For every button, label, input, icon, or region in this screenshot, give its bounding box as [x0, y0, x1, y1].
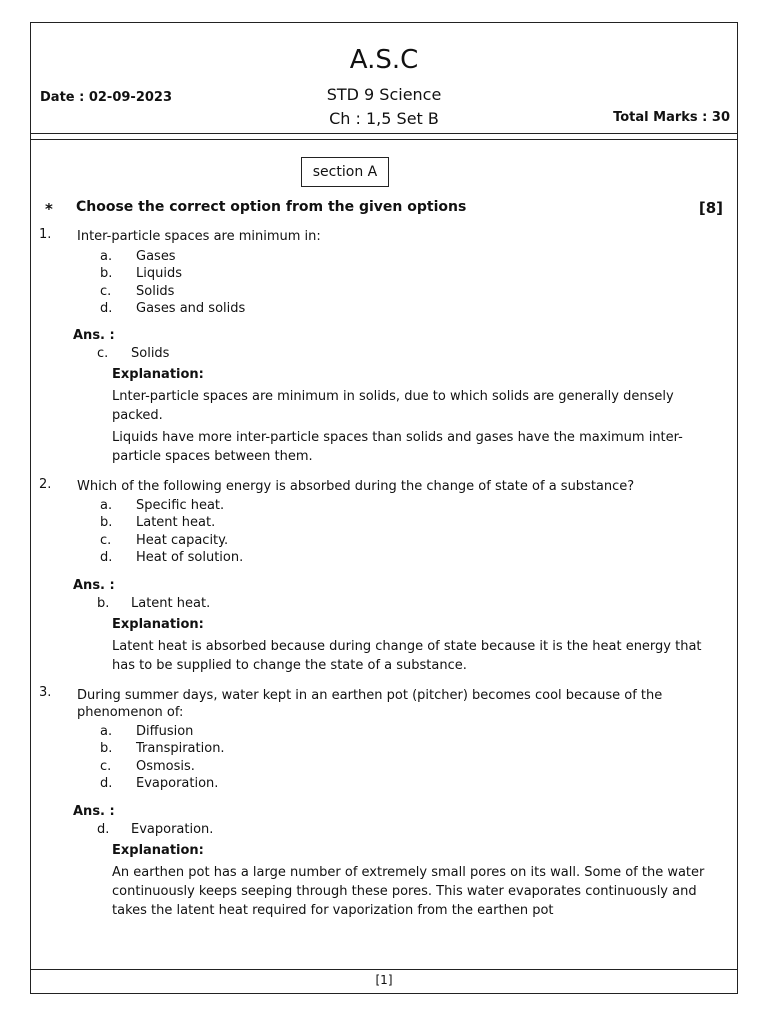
option-item [100, 497, 243, 514]
option-text: Transpiration. [136, 741, 225, 757]
options-list [100, 497, 243, 566]
option-item [100, 775, 225, 792]
option-letter: d. [100, 300, 113, 316]
option-item [100, 248, 245, 265]
header-divider [31, 133, 737, 134]
footer-divider [31, 969, 737, 970]
option-item [100, 283, 245, 300]
options-list [100, 248, 245, 317]
explanation-paragraph: Liquids have more inter-particle spaces than solids and gases have the maximum inter-particle spaces between them. [112, 430, 683, 464]
option-letter: c. [100, 532, 112, 548]
answer-label: Ans. : [73, 578, 115, 593]
option-text: Gases and solids [136, 300, 246, 316]
page-frame [30, 22, 738, 994]
explanation-label: Explanation: [112, 843, 204, 858]
option-letter: c. [100, 283, 112, 299]
explanation-paragraph: Latent heat is absorbed because during change of state because it is the heat energy that has to be supplied to change the state of a substance. [112, 639, 702, 673]
option-text: Diffusion [136, 724, 194, 739]
option-letter: a. [100, 249, 113, 264]
option-letter: a. [100, 498, 113, 513]
explanation-text [112, 863, 712, 923]
explanation-label: Explanation: [112, 367, 204, 382]
option-text: Evaporation. [136, 775, 219, 791]
answer-option [97, 346, 169, 361]
answer-letter: d. [97, 822, 110, 837]
option-item [100, 758, 225, 775]
answer-text: Solids [131, 346, 170, 361]
question-text: Inter-particle spaces are minimum in: [77, 229, 321, 244]
school-title: A.S.C [349, 45, 419, 75]
option-text: Specific heat. [136, 498, 225, 513]
explanation-label: Explanation: [112, 617, 204, 632]
option-item [100, 532, 243, 549]
answer-letter: b. [97, 596, 110, 611]
option-text: Solids [136, 283, 175, 299]
page-number: [1] [375, 973, 393, 987]
instruction-bullet: * [45, 200, 53, 218]
question-text: During summer days, water kept in an earthen pot (pitcher) becomes cool because of the phenomenon of: [77, 688, 663, 720]
option-letter: b. [100, 515, 113, 531]
option-text: Gases [136, 249, 176, 264]
option-letter: b. [100, 266, 113, 282]
explanation-text [112, 387, 712, 469]
option-item [100, 549, 243, 566]
explanation-paragraph: Lnter-particle spaces are minimum in solids, due to which solids are generally densely packed. [112, 389, 674, 423]
option-item [100, 514, 243, 531]
answer-text: Latent heat. [131, 596, 211, 611]
exam-date: Date : 02-09-2023 [40, 90, 172, 105]
answer-text: Evaporation. [131, 822, 214, 837]
chapter-set-label: Ch : 1,5 Set B [329, 109, 439, 128]
answer-label: Ans. : [73, 804, 115, 819]
answer-label: Ans. : [73, 328, 115, 343]
option-text: Heat capacity. [136, 532, 229, 548]
option-text: Heat of solution. [136, 549, 244, 565]
option-letter: b. [100, 741, 113, 757]
options-list [100, 723, 225, 792]
explanation-paragraph: An earthen pot has a large number of extremely small pores on its wall. Some of the water continuously keeps seeping through these pores. This water evaporates continuously and takes the latent heat required for vaporization from the earthen pot [112, 865, 705, 918]
answer-letter: c. [97, 346, 109, 361]
option-letter: d. [100, 775, 113, 791]
option-text: Latent heat. [136, 515, 216, 531]
option-item [100, 740, 225, 757]
answer-option [97, 596, 210, 611]
option-letter: a. [100, 724, 113, 739]
question-number: 1. [39, 227, 52, 242]
explanation-text [112, 637, 712, 678]
answer-option [97, 822, 213, 837]
question-number: 2. [39, 477, 52, 492]
question-text: Which of the following energy is absorbed during the change of state of a substance? [77, 479, 635, 494]
option-item [100, 265, 245, 282]
option-item [100, 723, 225, 740]
option-item [100, 300, 245, 317]
standard-label: STD 9 Science [326, 85, 442, 104]
instruction-text: Choose the correct option from the given options [76, 199, 467, 215]
section-heading: section A [301, 157, 389, 187]
total-marks: Total Marks : 30 [613, 110, 730, 125]
option-letter: c. [100, 758, 112, 774]
header-divider [31, 139, 737, 140]
option-text: Osmosis. [136, 758, 195, 774]
option-text: Liquids [136, 266, 182, 282]
option-letter: d. [100, 549, 113, 565]
instruction-marks: [8] [698, 199, 723, 217]
question-number: 3. [39, 685, 52, 700]
